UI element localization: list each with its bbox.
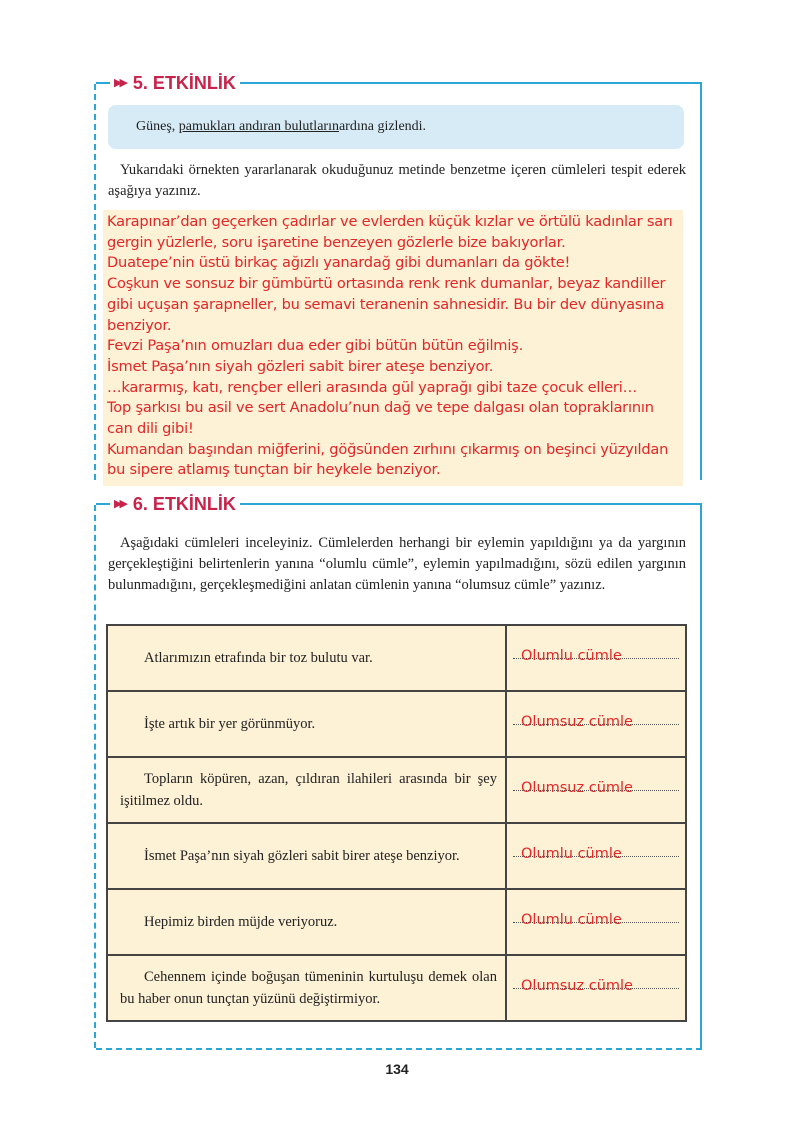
- sentence-text: Cehennem içinde boğuşan tümeninin kurtuluşu demek olan bu haber onun tunçtan yüzünü değiştirmiyor.: [120, 969, 497, 1007]
- answer-cell[interactable]: [506, 955, 686, 1021]
- answer-line: …kararmış, katı, rençber elleri arasında gül yaprağı gibi taze çocuk elleri…: [107, 378, 637, 396]
- double-arrow-icon: ▶▶: [114, 77, 125, 89]
- sentence-text: Topların köpüren, azan, çıldıran ilahileri arasında bir şey işitilmez oldu.: [120, 771, 497, 809]
- table-row: [107, 757, 686, 823]
- handwritten-answer: Olumlu cümle: [521, 846, 622, 863]
- activity6-heading: [110, 492, 240, 516]
- example-underlined: pamukları andıran bulutların: [178, 119, 339, 134]
- sentence-text: İşte artık bir yer görünmüyor.: [144, 716, 316, 732]
- activity6-instruction: Aşağıdaki cümleleri inceleyiniz. Cümlelerden herhangi bir eylemin yapıldığını ya da yargının gerçekleştiğini belirtenlerin yanına “olumlu cümle”, eylemin yapılmadığını, sözü edilen yargının bulunmadığını, gerçekleşmediğini anlatan cümlenin yanına “olumsuz cümle” yazınız.: [108, 535, 686, 593]
- sentence-cell: [107, 823, 506, 889]
- table-row: [107, 625, 686, 691]
- table-row: [107, 823, 686, 889]
- sentence-text: Hepimiz birden müjde veriyoruz.: [144, 914, 338, 930]
- table-row: [107, 889, 686, 955]
- handwritten-answer: Olumlu cümle: [521, 912, 622, 929]
- sentence-cell: [107, 691, 506, 757]
- sentence-text: Atlarımızın etrafında bir toz bulutu var.: [144, 650, 373, 666]
- sentence-cell: [107, 955, 506, 1021]
- handwritten-answer: Olumsuz cümle: [521, 780, 633, 797]
- table-row: [107, 955, 686, 1021]
- answer-line: gergin yüzlerle, soru işaretine benzeyen gözlerle bize bakıyorlar.: [107, 233, 566, 251]
- activity5-instruction: Yukarıdaki örnekten yararlanarak okuduğunuz metinde benzetme içeren cümleleri tespit ederek aşağıya yazınız.: [108, 162, 686, 199]
- answer-cell[interactable]: [506, 691, 686, 757]
- handwritten-answer: Olumsuz cümle: [521, 978, 633, 995]
- answer-line: can dili gibi!: [107, 420, 194, 438]
- activity5-heading: [110, 71, 240, 95]
- answer-cell[interactable]: [506, 823, 686, 889]
- example-before: Güneş,: [136, 119, 176, 134]
- answer-line: benziyor.: [107, 316, 172, 334]
- activity6-title: 6. ETKİNLİK: [132, 494, 236, 514]
- answer-line: Karapınar’dan geçerken çadırlar ve evlerden küçük kızlar ve örtülü kadınlar sarı: [107, 213, 673, 230]
- answer-line: İsmet Paşa’nın siyah gözleri sabit birer ateşe benziyor.: [107, 357, 494, 375]
- example-after: ardına gizlendi.: [338, 119, 427, 134]
- answer-line: Kumandan başından miğferini, göğsünden zırhını çıkarmış on beşinci yüzyıldan: [107, 440, 669, 458]
- answer-line: Fevzi Paşa’nın omuzları dua eder gibi bütün bütün eğilmiş.: [107, 337, 524, 355]
- sentence-cell: [107, 757, 506, 823]
- answer-line: bu sipere atlamış tunçtan bir heykele benziyor.: [107, 461, 441, 479]
- sentence-table: [106, 624, 687, 1022]
- answer-cell[interactable]: [506, 757, 686, 823]
- answer-line: Duatepe’nin üstü birkaç ağızlı yanardağ gibi dumanları da gökte!: [107, 254, 571, 272]
- sentence-cell: [107, 889, 506, 955]
- answer-line: Coşkun ve sonsuz bir gümbürtü ortasında renk renk dumanlar, beyaz kandiller: [107, 275, 666, 293]
- activity5-answer-area: [103, 210, 683, 486]
- sentence-text: İsmet Paşa’nın siyah gözleri sabit birer ateşe benziyor.: [144, 848, 460, 864]
- table-row: [107, 691, 686, 757]
- sentence-cell: [107, 625, 506, 691]
- answer-line: Top şarkısı bu asil ve sert Anadolu’nun dağ ve tepe dalgası olan topraklarının: [107, 399, 654, 417]
- handwritten-answer: Olumlu cümle: [521, 648, 622, 665]
- double-arrow-icon: ▶▶: [114, 498, 125, 510]
- example-sentence-box: [108, 105, 684, 149]
- handwritten-answer: Olumsuz cümle: [521, 714, 633, 731]
- answer-cell[interactable]: [506, 625, 686, 691]
- answer-line: gibi uçuşan şarapneller, bu semavi teranenin sahnesidir. Bu bir dev dünyasına: [107, 295, 664, 313]
- page-number: 134: [385, 1061, 409, 1077]
- activity5-title: 5. ETKİNLİK: [132, 73, 236, 93]
- answer-cell[interactable]: [506, 889, 686, 955]
